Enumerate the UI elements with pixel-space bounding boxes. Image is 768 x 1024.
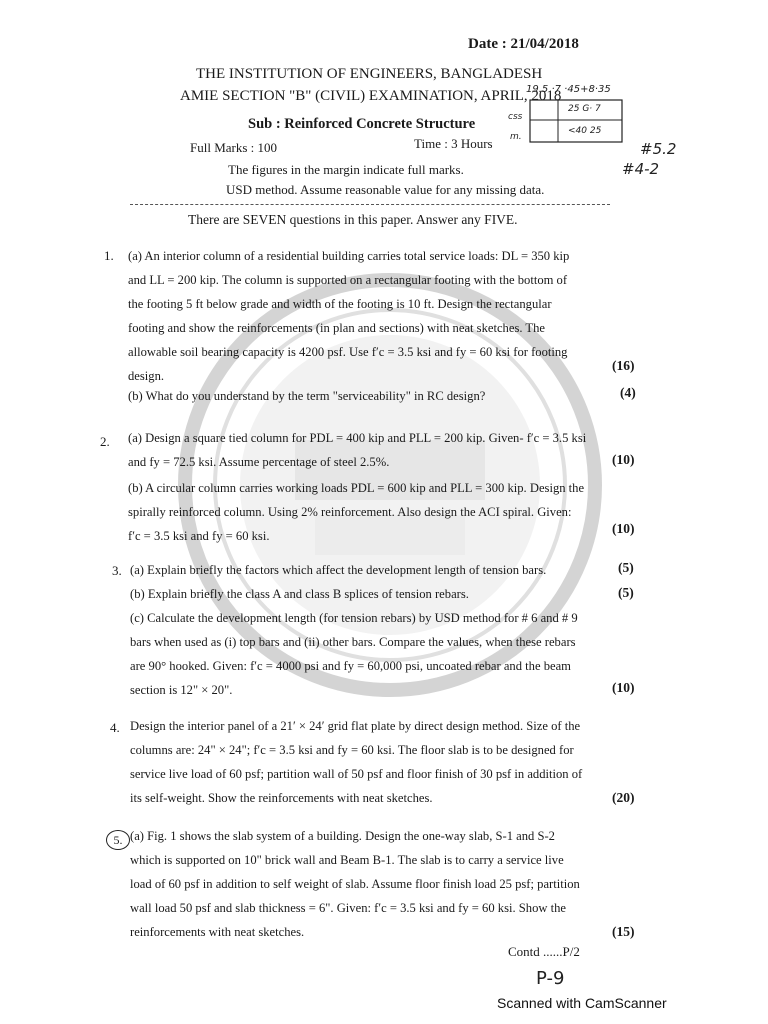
q3a-text: (a) Explain briefly the factors which affect the development length of tension bars. [130, 563, 547, 577]
q5-line-2: which is supported on 10" brick wall and Beam B-1. The slab is to carry a service live [130, 853, 564, 867]
q3a-marks: (5) [618, 560, 634, 575]
instruction-line: There are SEVEN questions in this paper. Answer any FIVE. [188, 212, 518, 227]
q2b-line-2: spirally reinforced column. Using 2% reinforcement. Also design the ACI spiral. Given: [128, 505, 572, 519]
q5-text [130, 824, 580, 944]
scanner-footer: Scanned with CamScanner [497, 995, 667, 1011]
q4-marks: (20) [612, 790, 635, 805]
q1a-line-6: design. [128, 369, 165, 383]
hand-numbers: 19.5 ·7 ·45+8·35 [526, 84, 611, 95]
q2b-text [128, 476, 584, 548]
q1a-line-2: and LL = 200 kip. The column is supported on a rectangular footing with the bottom of [128, 273, 568, 287]
q2a-marks: (10) [612, 452, 635, 467]
q2b-line-3: f′c = 3.5 ksi and fy = 60 ksi. [128, 529, 270, 543]
exam-title: AMIE SECTION "B" (CIVIL) EXAMINATION, APRIL, 2018 [180, 88, 562, 104]
q5-line-1: (a) Fig. 1 shows the slab system of a building. Design the one-way slab, S-1 and S-2 [130, 829, 555, 843]
q4-line-2: columns are: 24" × 24"; f′c = 3.5 ksi and fy = 60 ksi. The floor slab is to be designed for [130, 743, 574, 757]
q4-line-3: service live load of 60 psf; partition wall of 50 psf and floor finish of 30 psf in addition of [130, 767, 583, 781]
q4-number: 4. [110, 720, 120, 735]
q3c-marks: (10) [612, 680, 635, 695]
q1a-text [128, 244, 569, 388]
q1a-line-3: the footing 5 ft below grade and width of the footing is 10 ft. Design the rectangular [128, 297, 552, 311]
subject-title: Sub : Reinforced Concrete Structure [248, 116, 476, 132]
note-marks: The figures in the margin indicate full marks. [228, 162, 464, 177]
q3c-line-2: bars when used as (i) top bars and (ii) other bars. Compare the values, when these rebars [130, 635, 576, 649]
q4-text [130, 714, 582, 810]
full-marks: Full Marks : 100 [190, 140, 278, 155]
hand-tag-a: #5.2 [640, 140, 677, 158]
q2a-line-2: and fy = 72.5 ksi. Assume percentage of steel 2.5%. [128, 455, 390, 469]
continued-note: Contd ......P/2 [508, 944, 580, 959]
q3-number: 3. [112, 563, 122, 578]
q1b-marks: (4) [620, 385, 636, 400]
q2-number: 2. [100, 434, 110, 449]
sketch-grid-icon [520, 86, 630, 148]
q1-number: 1. [104, 248, 114, 263]
hand-left-a: css [508, 112, 523, 122]
q5-line-5: reinforcements with neat sketches. [130, 925, 305, 939]
time-allowed: Time : 3 Hours [414, 136, 493, 151]
q4-line-4: its self-weight. Show the reinforcements with neat sketches. [130, 791, 433, 805]
q1a-line-5: allowable soil bearing capacity is 4200 psf. Use f′c = 3.5 ksi and fy = 60 ksi for footing [128, 345, 568, 359]
header-divider [130, 204, 610, 205]
q2b-line-1: (b) A circular column carries working loads PDL = 600 kip and PLL = 300 kip. Design the [128, 481, 585, 495]
q5-marks: (15) [612, 924, 635, 939]
q3c-line-3: are 90° hooked. Given: f′c = 4000 psi and fy = 60,000 psi, uncoated rebar and the beam [130, 659, 571, 673]
q4-line-1: Design the interior panel of a 21′ × 24′ grid flat plate by direct design method. Size of the [130, 719, 581, 733]
q3c-text [130, 606, 578, 702]
note-method: USD method. Assume reasonable value for any missing data. [226, 182, 545, 197]
q1b-text: (b) What do you understand by the term "serviceability" in RC design? [128, 389, 486, 403]
institution-name: THE INSTITUTION OF ENGINEERS, BANGLADESH [196, 66, 543, 82]
hand-cell-b: <40 25 [568, 126, 602, 136]
hand-tag-b: #4-2 [622, 160, 660, 178]
q2a-line-1: (a) Design a square tied column for PDL = 400 kip and PLL = 200 kip. Given- f′c = 3.5 ksi [128, 431, 587, 445]
q1a-marks: (16) [612, 358, 635, 373]
q5-number: 5. [106, 830, 130, 850]
q5-line-3: load of 60 psf in addition to self weight of slab. Assume floor finish load 25 psf; partition [130, 877, 580, 891]
q2a-text [128, 426, 586, 474]
hand-page-mark: P-9 [536, 968, 565, 989]
q3c-line-4: section is 12" × 20". [130, 683, 233, 697]
q2b-marks: (10) [612, 521, 635, 536]
exam-date: Date : 21/04/2018 [468, 36, 579, 52]
q5-line-4: wall load 50 psf and slab thickness = 6". Given: f′c = 3.5 ksi and fy = 60 ksi. Show the [130, 901, 566, 915]
hand-cell-a: 25 G· 7 [568, 104, 601, 114]
q3b-text: (b) Explain briefly the class A and class B splices of tension rebars. [130, 587, 469, 601]
q3c-line-1: (c) Calculate the development length (for tension rebars) by USD method for # 6 and # 9 [130, 611, 578, 625]
q3b-marks: (5) [618, 585, 634, 600]
q1a-line-4: footing and show the reinforcements (in plan and sections) with neat sketches. The [128, 321, 545, 335]
hand-left-b: m. [510, 132, 522, 142]
q1a-line-1: (a) An interior column of a residential building carries total service loads: DL = 350 kip [128, 249, 570, 263]
